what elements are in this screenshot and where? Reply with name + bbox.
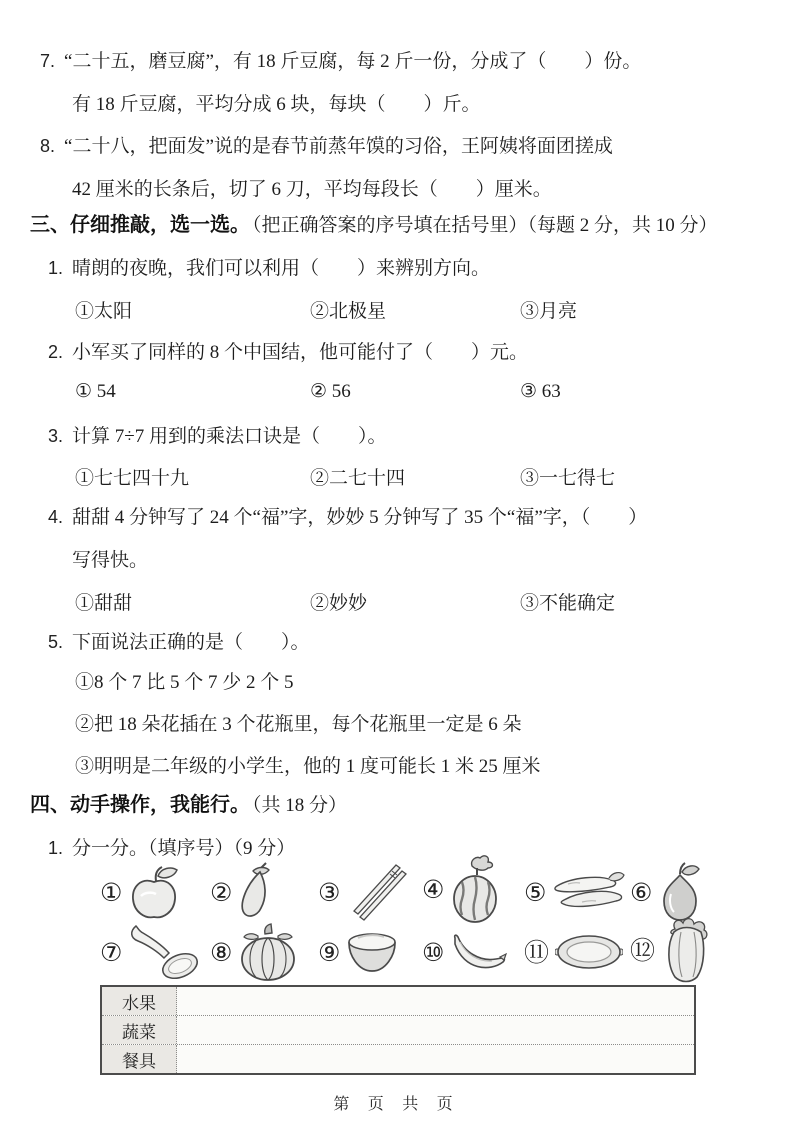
table-row-label-vegetable: 蔬菜 [102, 1016, 177, 1044]
item-1-apple [100, 858, 180, 926]
question-7-line-2: 有 18 斤豆腐，平均分成 6 块，每块（ ）斤。 [72, 94, 481, 115]
item-5-radish [524, 858, 626, 926]
chopsticks-icon [346, 863, 408, 921]
s3-q2-option-2: ② 56 [310, 381, 351, 402]
item-9-bowl [318, 920, 398, 984]
s3-q5-statement-3: ③明明是二年级的小学生，他的 1 度可能长 1 米 25 厘米 [75, 756, 541, 777]
circled-number-12: ⑫ [630, 935, 656, 965]
s3-q3-option-3: ③一七得七 [520, 468, 616, 489]
s4-q1-text: 分一分。（填序号）（9 分） [72, 838, 296, 859]
s3-question-4-line-2: 写得快。 [72, 550, 149, 571]
bowl-icon [346, 929, 398, 975]
page-footer: 第 页 共 页 [333, 1096, 460, 1113]
s3-q2-text: 小军买了同样的 8 个中国结，他可能付了（ ）元。 [72, 342, 529, 363]
item-4-watermelon [422, 852, 500, 926]
question-8-line-1 [40, 133, 613, 160]
item-7-spoon [100, 920, 202, 984]
table-row-label-fruit: 水果 [102, 987, 177, 1015]
table-row-tableware [102, 1044, 694, 1073]
s3-q2-number: 2. [48, 342, 64, 362]
circled-number-2: ② [210, 877, 233, 907]
s3-q4-number: 4. [48, 507, 64, 527]
cabbage-icon [661, 917, 711, 983]
s3-question-3 [48, 423, 386, 450]
s3-q1-text: 晴朗的夜晚，我们可以利用（ ）来辨别方向。 [72, 258, 491, 279]
banana-icon [450, 932, 508, 972]
eggplant-icon [238, 861, 274, 923]
table-row-vegetable [102, 1015, 694, 1044]
spoon-icon [128, 924, 202, 980]
watermelon-icon [450, 854, 500, 924]
item-12-cabbage [630, 916, 711, 984]
circled-number-7: ⑦ [100, 937, 123, 967]
s3-question-4-line-1 [48, 504, 647, 531]
item-8-pumpkin [210, 920, 298, 984]
s3-question-2 [48, 339, 528, 366]
pear-icon [658, 862, 702, 922]
s3-q5-text: 下面说法正确的是（ ）。 [72, 632, 310, 653]
question-8-number: 8. [40, 136, 56, 156]
s3-question-5 [48, 629, 310, 656]
question-7-number: 7. [40, 51, 56, 71]
section-4-heading [30, 792, 347, 819]
classification-table [100, 985, 696, 1075]
table-row-fruit [102, 987, 694, 1015]
question-8-line-2: 42 厘米的长条后，切了 6 刀，平均每段长（ ）厘米。 [72, 179, 552, 200]
s3-q4-text: 甜甜 4 分钟写了 24 个“福”字，妙妙 5 分钟写了 35 个“福”字，（ ） [72, 507, 648, 528]
s3-q2-option-1: ① 54 [75, 381, 116, 402]
section-3-heading [30, 212, 718, 239]
item-11-plate [524, 920, 623, 984]
apple-icon [128, 863, 180, 921]
item-2-eggplant [210, 858, 274, 926]
s4-q1-number: 1. [48, 838, 64, 858]
circled-number-1: ① [100, 877, 123, 907]
item-10-banana [422, 920, 508, 984]
s3-q1-option-1: ①太阳 [75, 301, 133, 322]
s3-q1-number: 1. [48, 258, 64, 278]
s3-q4-option-3: ③不能确定 [520, 593, 616, 614]
section-4-note: （共 18 分） [252, 795, 348, 816]
table-answer-area-fruit [177, 987, 694, 1015]
s3-q3-option-1: ①七七四十九 [75, 468, 190, 489]
s3-q1-option-2: ②北极星 [310, 301, 387, 322]
circled-number-8: ⑧ [210, 937, 233, 967]
section-4-title: 四、动手操作，我能行。 [30, 794, 250, 816]
circled-number-11: ⑪ [524, 937, 550, 967]
section-3-title: 三、仔细推敲，选一选。 [30, 214, 250, 236]
s3-q3-option-2: ②二七十四 [310, 468, 406, 489]
question-8-text: “二十八，把面发”说的是春节前蒸年馍的习俗，王阿姨将面团搓成 [64, 136, 613, 157]
item-3-chopsticks [318, 858, 408, 926]
plate-icon [555, 932, 623, 972]
s3-question-1 [48, 255, 490, 282]
circled-number-6: ⑥ [630, 877, 653, 907]
s3-q5-statement-2: ②把 18 朵花插在 3 个花瓶里，每个花瓶里一定是 6 朵 [75, 714, 522, 735]
pumpkin-icon [238, 923, 298, 981]
s3-q1-option-3: ③月亮 [520, 301, 578, 322]
s3-q2-option-3: ③ 63 [520, 381, 561, 402]
s3-q5-statement-1: ①8 个 7 比 5 个 7 少 2 个 5 [75, 672, 294, 693]
table-answer-area-tableware [177, 1045, 694, 1073]
radish-icon [552, 868, 626, 916]
question-7-line-1 [40, 48, 641, 75]
circled-number-5: ⑤ [524, 877, 547, 907]
s3-q3-text: 计算 7÷7 用到的乘法口诀是（ ）。 [72, 426, 387, 447]
table-row-label-tableware: 餐具 [102, 1045, 177, 1073]
circled-number-10: ⑩ [422, 937, 445, 967]
s3-q4-option-1: ①甜甜 [75, 593, 133, 614]
question-7-text: “二十五，磨豆腐”，有 18 斤豆腐，每 2 斤一份，分成了（ ）份。 [64, 51, 642, 72]
circled-number-4: ④ [422, 874, 445, 904]
circled-number-3: ③ [318, 877, 341, 907]
section-3-note: （把正确答案的序号填在括号里）（每题 2 分，共 10 分） [252, 215, 718, 236]
circled-number-9: ⑨ [318, 937, 341, 967]
s3-q3-number: 3. [48, 426, 64, 446]
s3-q4-option-2: ②妙妙 [310, 593, 368, 614]
s3-q5-number: 5. [48, 632, 64, 652]
table-answer-area-vegetable [177, 1016, 694, 1044]
